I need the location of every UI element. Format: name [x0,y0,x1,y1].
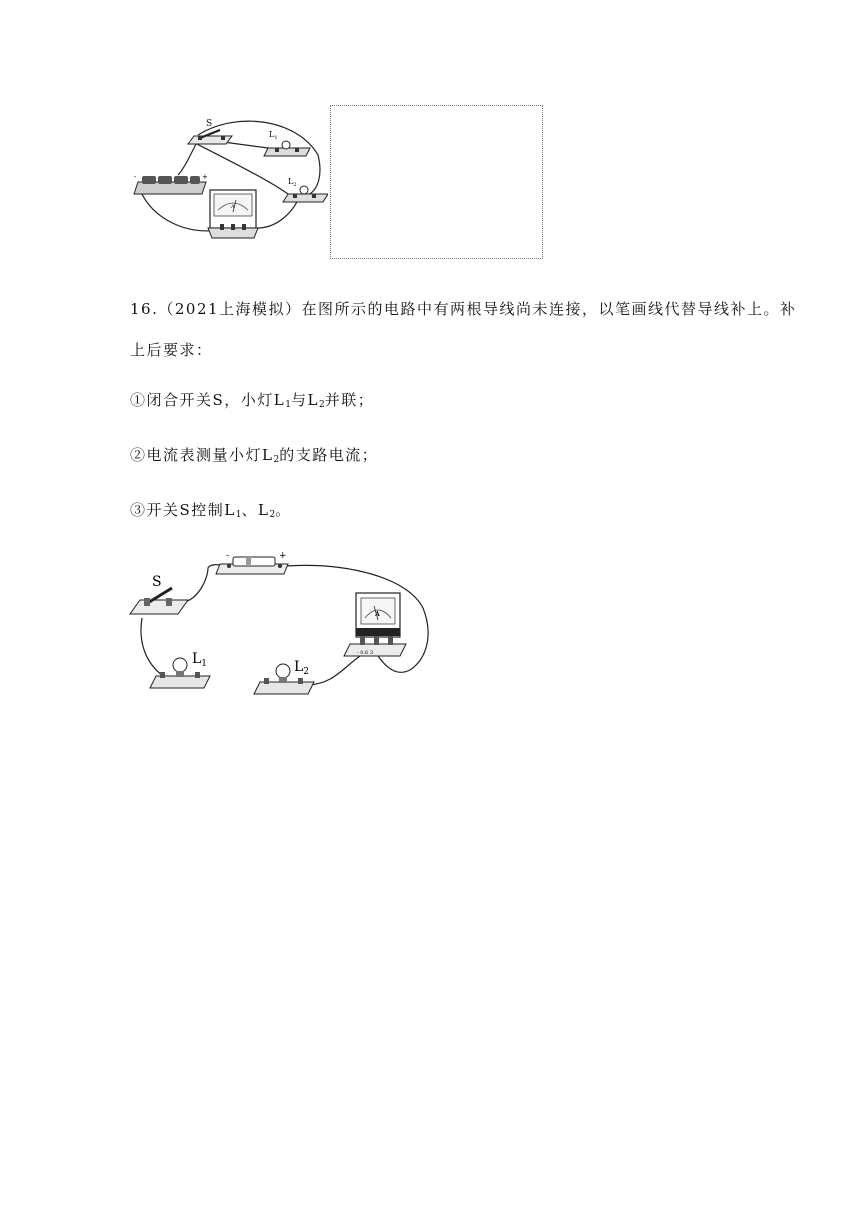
wire [308,656,360,685]
lamp-l1 [264,141,310,156]
requirement-1: ①闭合开关S，小灯$L_1$与$L_2$并联； [130,391,375,410]
circuit-figure-2 [128,548,438,703]
meter-terminals: - 0.6 3 [357,650,374,656]
answer-drawing-box [330,105,543,259]
lamp2-label: $L_2$ [288,177,297,188]
meter-symbol: A [231,204,235,210]
battery-minus-label: - [226,551,230,561]
switch [188,130,232,144]
circuit-figure-1 [128,110,328,245]
requirement-3: ③开关S控制$L_1$、$L_2$。 [130,501,292,520]
wire [140,190,218,231]
question-line-2: 上后要求： [130,341,213,359]
lamp-l2 [283,186,328,202]
lamp1-label: $L_1$ [269,130,278,141]
battery-plus-label: + [202,173,208,181]
wire [141,618,163,676]
lamp1-label: $L_1$ [192,651,208,669]
battery-plus-label: + [279,551,287,561]
switch-label: S [206,119,213,129]
requirement-2: ②电流表测量小灯$L_2$的支路电流； [130,446,379,465]
lamp2-label: $L_2$ [294,659,310,677]
battery-pack [134,176,206,194]
question-line-1: 16.（2021上海模拟）在图所示的电路中有两根导线尚未连接，以笔画线代替导线补上。补 [130,300,797,318]
switch-label: S [152,574,162,590]
ammeter [208,190,258,238]
wire [178,140,198,175]
meter-symbol: A [375,611,380,618]
switch [130,588,188,614]
wire [253,200,298,228]
ammeter [344,593,406,656]
battery-minus-label: - [134,173,137,181]
